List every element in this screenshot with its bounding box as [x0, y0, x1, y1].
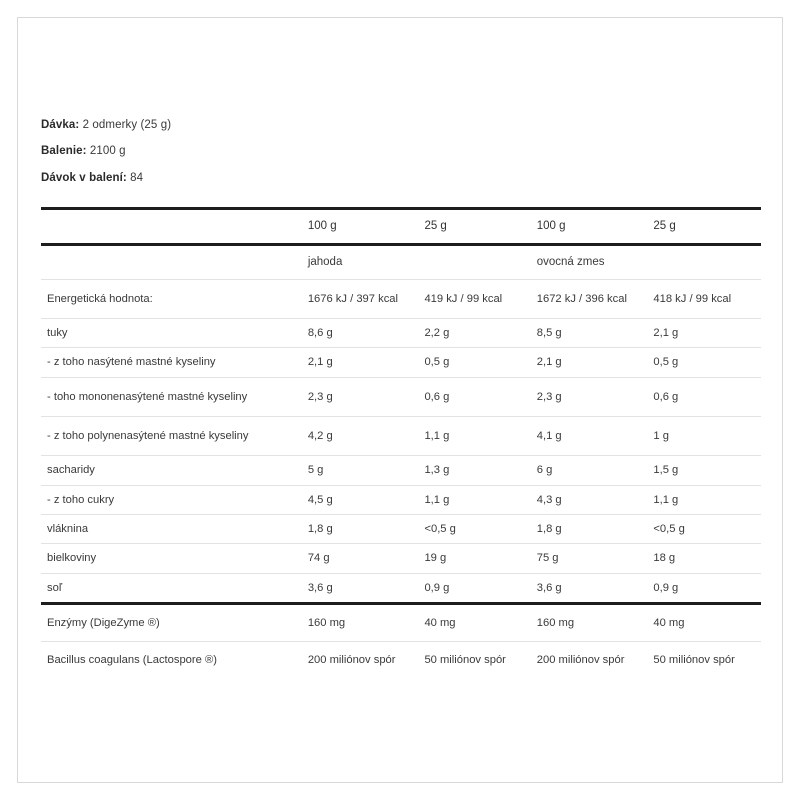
meta-value-package: 2100 g [89, 145, 126, 158]
row-value: 160 mg [533, 603, 650, 641]
row-label: Bacillus coagulans (Lactospore ®) [47, 654, 217, 667]
document-content [41, 118, 761, 679]
table-row [41, 456, 761, 485]
table-row [41, 279, 761, 318]
row-value: 0,5 g [420, 348, 532, 377]
row-value: 50 miliónov spór [424, 654, 506, 667]
meta-label-package: Balenie: [41, 145, 87, 158]
meta-row-servings [41, 171, 761, 185]
table-row [41, 377, 761, 416]
meta-label-dose: Dávka: [41, 119, 80, 131]
meta-row-package [41, 144, 761, 158]
row-value: 0,5 g [649, 348, 761, 377]
header-flavour-col4 [649, 244, 761, 279]
meta-label-servings: Dávok v balení: [41, 171, 127, 184]
row-label: Enzýmy (DigeZyme ®) [41, 603, 304, 641]
table-header-flavours [41, 244, 761, 279]
header-units-col2: 25 g [420, 209, 532, 245]
row-value: 419 kJ / 99 kcal [420, 279, 532, 318]
row-value: 1672 kJ / 396 kcal [533, 279, 650, 318]
row-value: 1,8 g [304, 514, 421, 543]
row-value: 5 g [304, 456, 421, 485]
table-row [41, 416, 761, 455]
table-row [41, 318, 761, 347]
row-value: 200 miliónov spór [536, 654, 625, 667]
table-row [41, 485, 761, 514]
row-value: 2,3 g [304, 377, 421, 416]
row-value: 6 g [533, 456, 650, 485]
row-value: 4,2 g [304, 416, 421, 455]
row-value: 0,9 g [649, 573, 761, 603]
row-value: 0,6 g [649, 377, 761, 416]
row-value: 1,5 g [649, 456, 761, 485]
header-units-col1: 100 g [304, 209, 421, 245]
row-value: 2,1 g [304, 348, 421, 377]
header-flavour-col2 [420, 244, 532, 279]
row-value: 40 mg [649, 603, 761, 641]
row-label: - z toho polynenasýtené mastné kyseliny [41, 416, 304, 455]
row-label: vláknina [41, 514, 304, 543]
row-value: 4,1 g [533, 416, 650, 455]
table-row [41, 348, 761, 377]
row-label: soľ [41, 573, 304, 603]
row-value: 8,5 g [533, 318, 650, 347]
row-value: 1,1 g [420, 485, 532, 514]
row-value: 19 g [420, 544, 532, 573]
row-value: 18 g [649, 544, 761, 573]
row-value: 2,3 g [533, 377, 650, 416]
row-value: 1 g [649, 416, 761, 455]
row-value: 418 kJ / 99 kcal [649, 279, 761, 318]
row-value: 1,1 g [420, 416, 532, 455]
meta-value-dose: 2 odmerky (25 g) [82, 119, 172, 131]
row-value: 1,1 g [649, 485, 761, 514]
meta-row-dose [41, 118, 761, 132]
row-label: - toho mononenasýtené mastné kyseliny [41, 377, 304, 416]
row-value: 75 g [533, 544, 650, 573]
row-value: 1,8 g [533, 514, 650, 543]
row-label: - z toho nasýtené mastné kyseliny [41, 348, 304, 377]
header-flavour-col3: ovocná zmes [533, 244, 650, 279]
row-value: 0,6 g [420, 377, 532, 416]
table-row [41, 573, 761, 603]
row-value: 0,9 g [420, 573, 532, 603]
row-label: - z toho cukry [41, 485, 304, 514]
row-value: 160 mg [304, 603, 421, 641]
row-label: bielkoviny [41, 544, 304, 573]
row-value: 3,6 g [533, 573, 650, 603]
serving-meta [41, 118, 761, 207]
row-value: 74 g [304, 544, 421, 573]
row-value: 200 miliónov spór [307, 654, 396, 667]
header-flavour-col1: jahoda [304, 244, 421, 279]
header-units-col3: 100 g [533, 209, 650, 245]
header-flavour-blank [41, 244, 304, 279]
table-row [41, 544, 761, 573]
row-value: 40 mg [420, 603, 532, 641]
row-label: tuky [41, 318, 304, 347]
header-units-col4: 25 g [649, 209, 761, 245]
row-value: 2,1 g [533, 348, 650, 377]
row-value: 50 miliónov spór [653, 654, 735, 667]
meta-value-servings: 84 [130, 171, 144, 184]
row-value: <0,5 g [420, 514, 532, 543]
row-value: 1,3 g [420, 456, 532, 485]
table-row [41, 514, 761, 543]
row-value: 8,6 g [304, 318, 421, 347]
row-value: 4,3 g [533, 485, 650, 514]
row-label: sacharidy [41, 456, 304, 485]
nutrition-table [41, 207, 761, 678]
header-units-blank [41, 209, 304, 245]
document-panel [17, 17, 783, 783]
row-value: 2,2 g [420, 318, 532, 347]
row-value: 4,5 g [304, 485, 421, 514]
table-row [41, 603, 761, 641]
table-row [41, 642, 761, 679]
table-header-units [41, 209, 761, 245]
row-value: 3,6 g [304, 573, 421, 603]
row-value: 2,1 g [649, 318, 761, 347]
row-label: Energetická hodnota: [41, 279, 304, 318]
row-value: 1676 kJ / 397 kcal [304, 279, 421, 318]
row-value: <0,5 g [649, 514, 761, 543]
